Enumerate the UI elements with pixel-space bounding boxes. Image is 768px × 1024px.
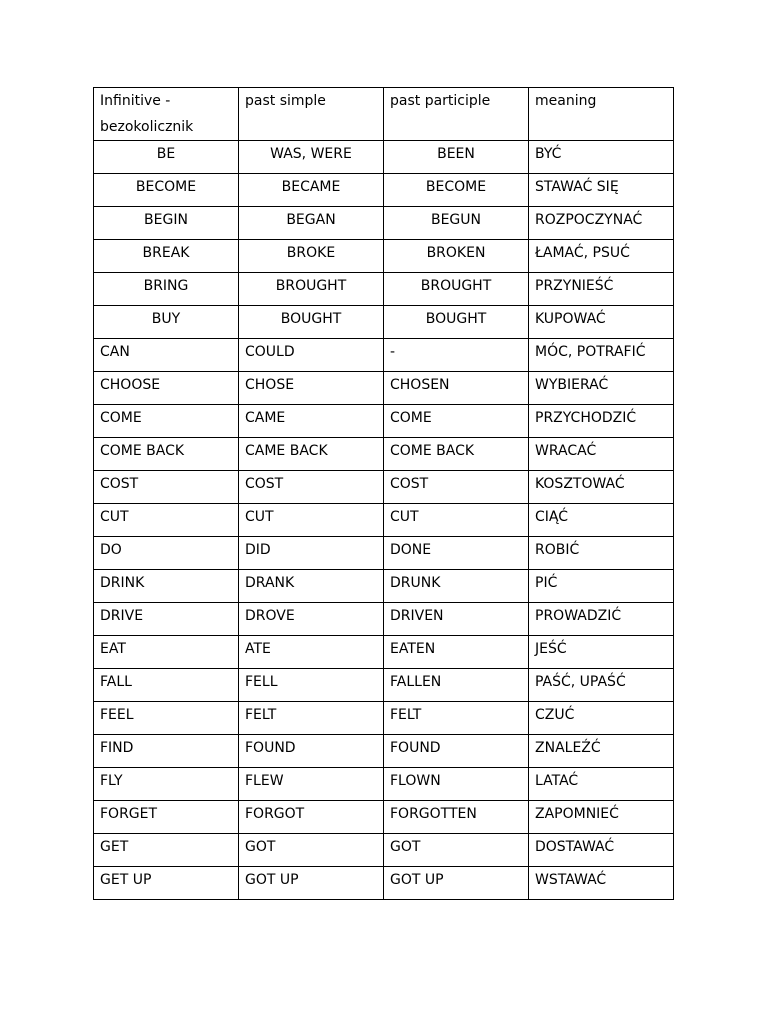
table-row <box>94 372 674 405</box>
table-body <box>94 88 674 900</box>
cell-infinitive: EAT <box>94 636 239 669</box>
header-past-simple: past simple <box>239 88 384 141</box>
cell-past-participle: EATEN <box>384 636 529 669</box>
cell-infinitive: FALL <box>94 669 239 702</box>
cell-meaning: ŁAMAĆ, PSUĆ <box>529 240 674 273</box>
cell-meaning: WYBIERAĆ <box>529 372 674 405</box>
table-row <box>94 141 674 174</box>
cell-infinitive: FIND <box>94 735 239 768</box>
cell-past-participle: CUT <box>384 504 529 537</box>
table-row <box>94 537 674 570</box>
cell-infinitive: DO <box>94 537 239 570</box>
cell-infinitive: COME BACK <box>94 438 239 471</box>
cell-meaning: STAWAĆ SIĘ <box>529 174 674 207</box>
table-row <box>94 603 674 636</box>
cell-past-participle: CHOSEN <box>384 372 529 405</box>
cell-past-simple: GOT UP <box>239 867 384 900</box>
cell-meaning: WSTAWAĆ <box>529 867 674 900</box>
cell-past-simple: CHOSE <box>239 372 384 405</box>
cell-infinitive: FORGET <box>94 801 239 834</box>
table-row <box>94 834 674 867</box>
cell-meaning: LATAĆ <box>529 768 674 801</box>
table-row <box>94 801 674 834</box>
cell-meaning: PIĆ <box>529 570 674 603</box>
cell-meaning: ROBIĆ <box>529 537 674 570</box>
cell-past-simple: DID <box>239 537 384 570</box>
cell-meaning: WRACAĆ <box>529 438 674 471</box>
cell-meaning: DOSTAWAĆ <box>529 834 674 867</box>
table-row <box>94 768 674 801</box>
cell-meaning: ZNALEŹĆ <box>529 735 674 768</box>
header-past-participle: past participle <box>384 88 529 141</box>
cell-infinitive: CUT <box>94 504 239 537</box>
table-row <box>94 207 674 240</box>
cell-past-participle: FLOWN <box>384 768 529 801</box>
table-row <box>94 438 674 471</box>
table-row <box>94 636 674 669</box>
cell-past-participle: FOUND <box>384 735 529 768</box>
cell-past-participle: COME <box>384 405 529 438</box>
cell-past-participle: DRUNK <box>384 570 529 603</box>
cell-infinitive: CHOOSE <box>94 372 239 405</box>
cell-past-participle: COST <box>384 471 529 504</box>
header-meaning: meaning <box>529 88 674 141</box>
cell-infinitive: COST <box>94 471 239 504</box>
cell-past-participle: BROUGHT <box>384 273 529 306</box>
cell-past-simple: COST <box>239 471 384 504</box>
table-row <box>94 306 674 339</box>
cell-past-participle: FALLEN <box>384 669 529 702</box>
cell-past-participle: - <box>384 339 529 372</box>
cell-infinitive: BRING <box>94 273 239 306</box>
cell-infinitive: DRINK <box>94 570 239 603</box>
cell-meaning: KOSZTOWAĆ <box>529 471 674 504</box>
table-row <box>94 867 674 900</box>
cell-meaning: CIĄĆ <box>529 504 674 537</box>
cell-infinitive: COME <box>94 405 239 438</box>
cell-infinitive: BE <box>94 141 239 174</box>
cell-past-participle: DONE <box>384 537 529 570</box>
cell-past-participle: BECOME <box>384 174 529 207</box>
table-row <box>94 471 674 504</box>
cell-meaning: CZUĆ <box>529 702 674 735</box>
cell-infinitive: FEEL <box>94 702 239 735</box>
cell-meaning: PRZYCHODZIĆ <box>529 405 674 438</box>
table-row <box>94 339 674 372</box>
cell-past-simple: FOUND <box>239 735 384 768</box>
cell-past-simple: FELT <box>239 702 384 735</box>
cell-past-participle: FORGOTTEN <box>384 801 529 834</box>
cell-past-simple: ATE <box>239 636 384 669</box>
cell-infinitive: GET UP <box>94 867 239 900</box>
cell-past-participle: GOT <box>384 834 529 867</box>
cell-past-simple: CUT <box>239 504 384 537</box>
table-row <box>94 669 674 702</box>
cell-past-simple: COULD <box>239 339 384 372</box>
cell-infinitive: BECOME <box>94 174 239 207</box>
cell-past-simple: CAME BACK <box>239 438 384 471</box>
cell-past-simple: BROKE <box>239 240 384 273</box>
cell-past-simple: WAS, WERE <box>239 141 384 174</box>
header-infinitive: Infinitive - bezokolicznik <box>94 88 239 141</box>
table-row <box>94 174 674 207</box>
table-row <box>94 570 674 603</box>
cell-past-participle: COME BACK <box>384 438 529 471</box>
cell-meaning: KUPOWAĆ <box>529 306 674 339</box>
cell-past-participle: BEEN <box>384 141 529 174</box>
table-row <box>94 405 674 438</box>
cell-past-simple: FORGOT <box>239 801 384 834</box>
cell-meaning: BYĆ <box>529 141 674 174</box>
cell-past-participle: BOUGHT <box>384 306 529 339</box>
cell-past-simple: FELL <box>239 669 384 702</box>
cell-past-participle: DRIVEN <box>384 603 529 636</box>
cell-past-simple: BOUGHT <box>239 306 384 339</box>
irregular-verbs-table <box>93 87 674 900</box>
cell-infinitive: CAN <box>94 339 239 372</box>
table-header-row <box>94 88 674 141</box>
cell-past-simple: CAME <box>239 405 384 438</box>
cell-infinitive: BREAK <box>94 240 239 273</box>
cell-infinitive: DRIVE <box>94 603 239 636</box>
cell-infinitive: BUY <box>94 306 239 339</box>
table-row <box>94 240 674 273</box>
cell-meaning: PROWADZIĆ <box>529 603 674 636</box>
cell-infinitive: BEGIN <box>94 207 239 240</box>
cell-past-simple: FLEW <box>239 768 384 801</box>
table-row <box>94 702 674 735</box>
cell-meaning: ZAPOMNIEĆ <box>529 801 674 834</box>
cell-meaning: PAŚĆ, UPAŚĆ <box>529 669 674 702</box>
cell-past-participle: GOT UP <box>384 867 529 900</box>
cell-past-simple: BECAME <box>239 174 384 207</box>
cell-meaning: ROZPOCZYNAĆ <box>529 207 674 240</box>
cell-past-participle: FELT <box>384 702 529 735</box>
cell-infinitive: GET <box>94 834 239 867</box>
cell-past-simple: BROUGHT <box>239 273 384 306</box>
table-row <box>94 735 674 768</box>
cell-past-simple: BEGAN <box>239 207 384 240</box>
cell-past-participle: BROKEN <box>384 240 529 273</box>
cell-meaning: PRZYNIEŚĆ <box>529 273 674 306</box>
cell-meaning: JEŚĆ <box>529 636 674 669</box>
cell-infinitive: FLY <box>94 768 239 801</box>
table-row <box>94 273 674 306</box>
cell-past-simple: DRANK <box>239 570 384 603</box>
cell-past-participle: BEGUN <box>384 207 529 240</box>
cell-past-simple: DROVE <box>239 603 384 636</box>
cell-past-simple: GOT <box>239 834 384 867</box>
table-row <box>94 504 674 537</box>
cell-meaning: MÓC, POTRAFIĆ <box>529 339 674 372</box>
